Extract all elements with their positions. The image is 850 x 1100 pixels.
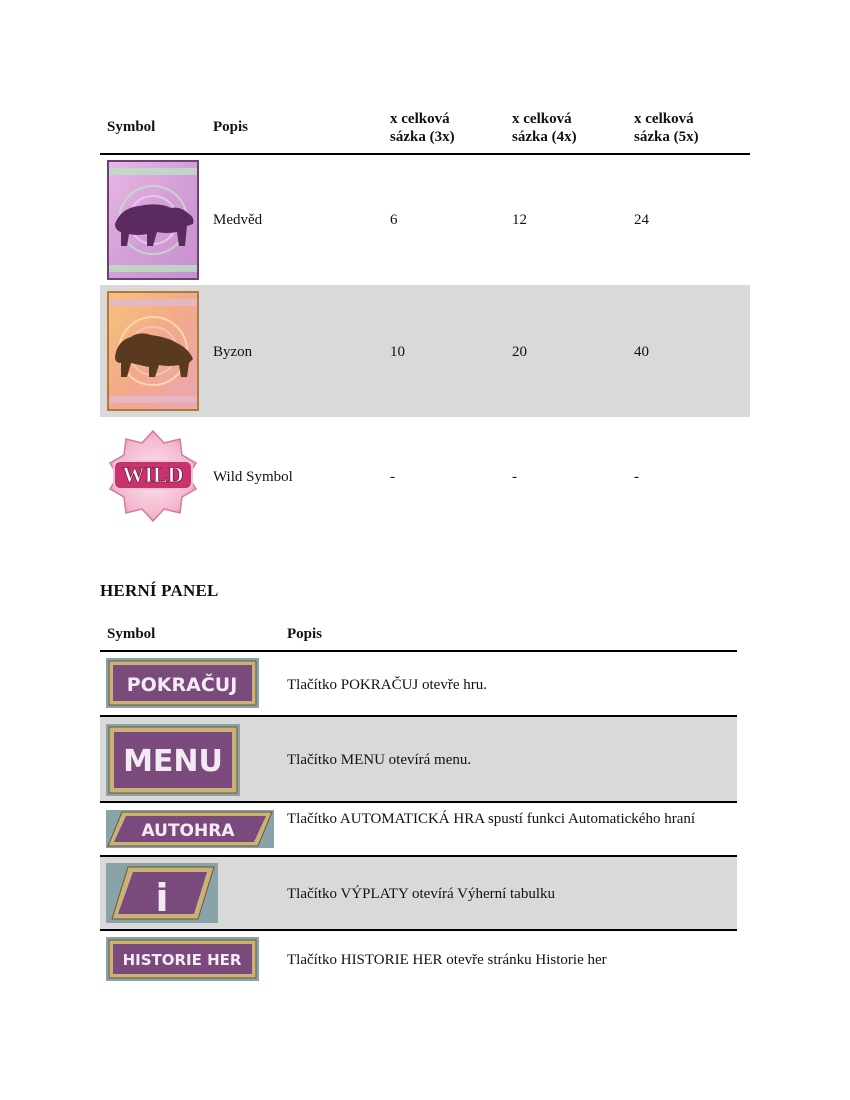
- table-row: [100, 803, 737, 857]
- header-payout-5x-line1: x celková: [634, 111, 694, 127]
- header-payout-4x: [512, 110, 577, 146]
- payout-5x: 24: [634, 212, 649, 228]
- payout-3x: -: [390, 469, 395, 485]
- payout-3x: 10: [390, 344, 405, 360]
- header-payout-5x: [634, 110, 699, 146]
- payout-4x: 20: [512, 344, 527, 360]
- panel-table-header: [100, 624, 737, 652]
- header-symbol: Symbol: [107, 119, 156, 135]
- header-symbol: Symbol: [107, 626, 156, 642]
- table-row: [100, 931, 737, 991]
- header-payout-3x: [390, 110, 455, 146]
- table-row: [100, 155, 750, 285]
- row-description: Tlačítko VÝPLATY otevírá Výherní tabulku: [287, 886, 556, 902]
- header-payout-4x-line2: sázka (4x): [512, 129, 577, 145]
- header-description: Popis: [213, 119, 249, 135]
- history-button-label: HISTORIE HER: [122, 951, 242, 969]
- header-payout-4x-line1: x celková: [512, 111, 572, 127]
- table-row: [100, 717, 737, 803]
- payout-5x: -: [634, 469, 639, 485]
- header-payout-5x-line2: sázka (5x): [634, 129, 699, 145]
- autoplay-button-icon: [106, 810, 274, 848]
- info-button-label: i: [155, 876, 169, 920]
- header-payout-3x-line2: sázka (3x): [390, 129, 455, 145]
- symbol-name: Byzon: [213, 344, 253, 360]
- payout-3x: 6: [390, 212, 398, 228]
- symbol-name: Wild Symbol: [213, 469, 293, 485]
- row-description: Tlačítko POKRAČUJ otevře hru.: [287, 677, 487, 693]
- payout-4x: 12: [512, 212, 527, 228]
- table-row: [100, 285, 750, 417]
- header-description: Popis: [287, 626, 323, 642]
- paytable-header: [100, 106, 750, 155]
- row-description: Tlačítko MENU otevírá menu.: [287, 752, 472, 768]
- continue-button-icon: [106, 658, 259, 708]
- menu-button-icon: [106, 724, 240, 796]
- payout-5x: 40: [634, 344, 649, 360]
- row-description: Tlačítko HISTORIE HER otevře stránku Historie her: [287, 952, 607, 968]
- game-panel-table: [100, 624, 737, 991]
- autoplay-button-label: AUTOHRA: [141, 821, 235, 841]
- bear-symbol-icon: [107, 160, 199, 280]
- table-row: [100, 417, 750, 535]
- payout-4x: -: [512, 469, 517, 485]
- table-row: [100, 857, 737, 931]
- table-row: [100, 652, 737, 717]
- info-button-icon: [106, 863, 218, 923]
- menu-button-label: MENU: [123, 744, 223, 779]
- paytable: [100, 106, 750, 535]
- history-button-icon: [106, 937, 259, 981]
- wild-symbol-icon: [106, 429, 200, 528]
- wild-icon-text: WILD: [122, 462, 184, 487]
- bison-symbol-icon: [107, 291, 199, 411]
- row-description: Tlačítko AUTOMATICKÁ HRA spustí funkci Automatického hraní: [287, 811, 696, 827]
- section-title: HERNÍ PANEL: [100, 581, 219, 600]
- symbol-name: Medvěd: [213, 212, 263, 228]
- continue-button-label: POKRAČUJ: [126, 674, 238, 696]
- header-payout-3x-line1: x celková: [390, 111, 450, 127]
